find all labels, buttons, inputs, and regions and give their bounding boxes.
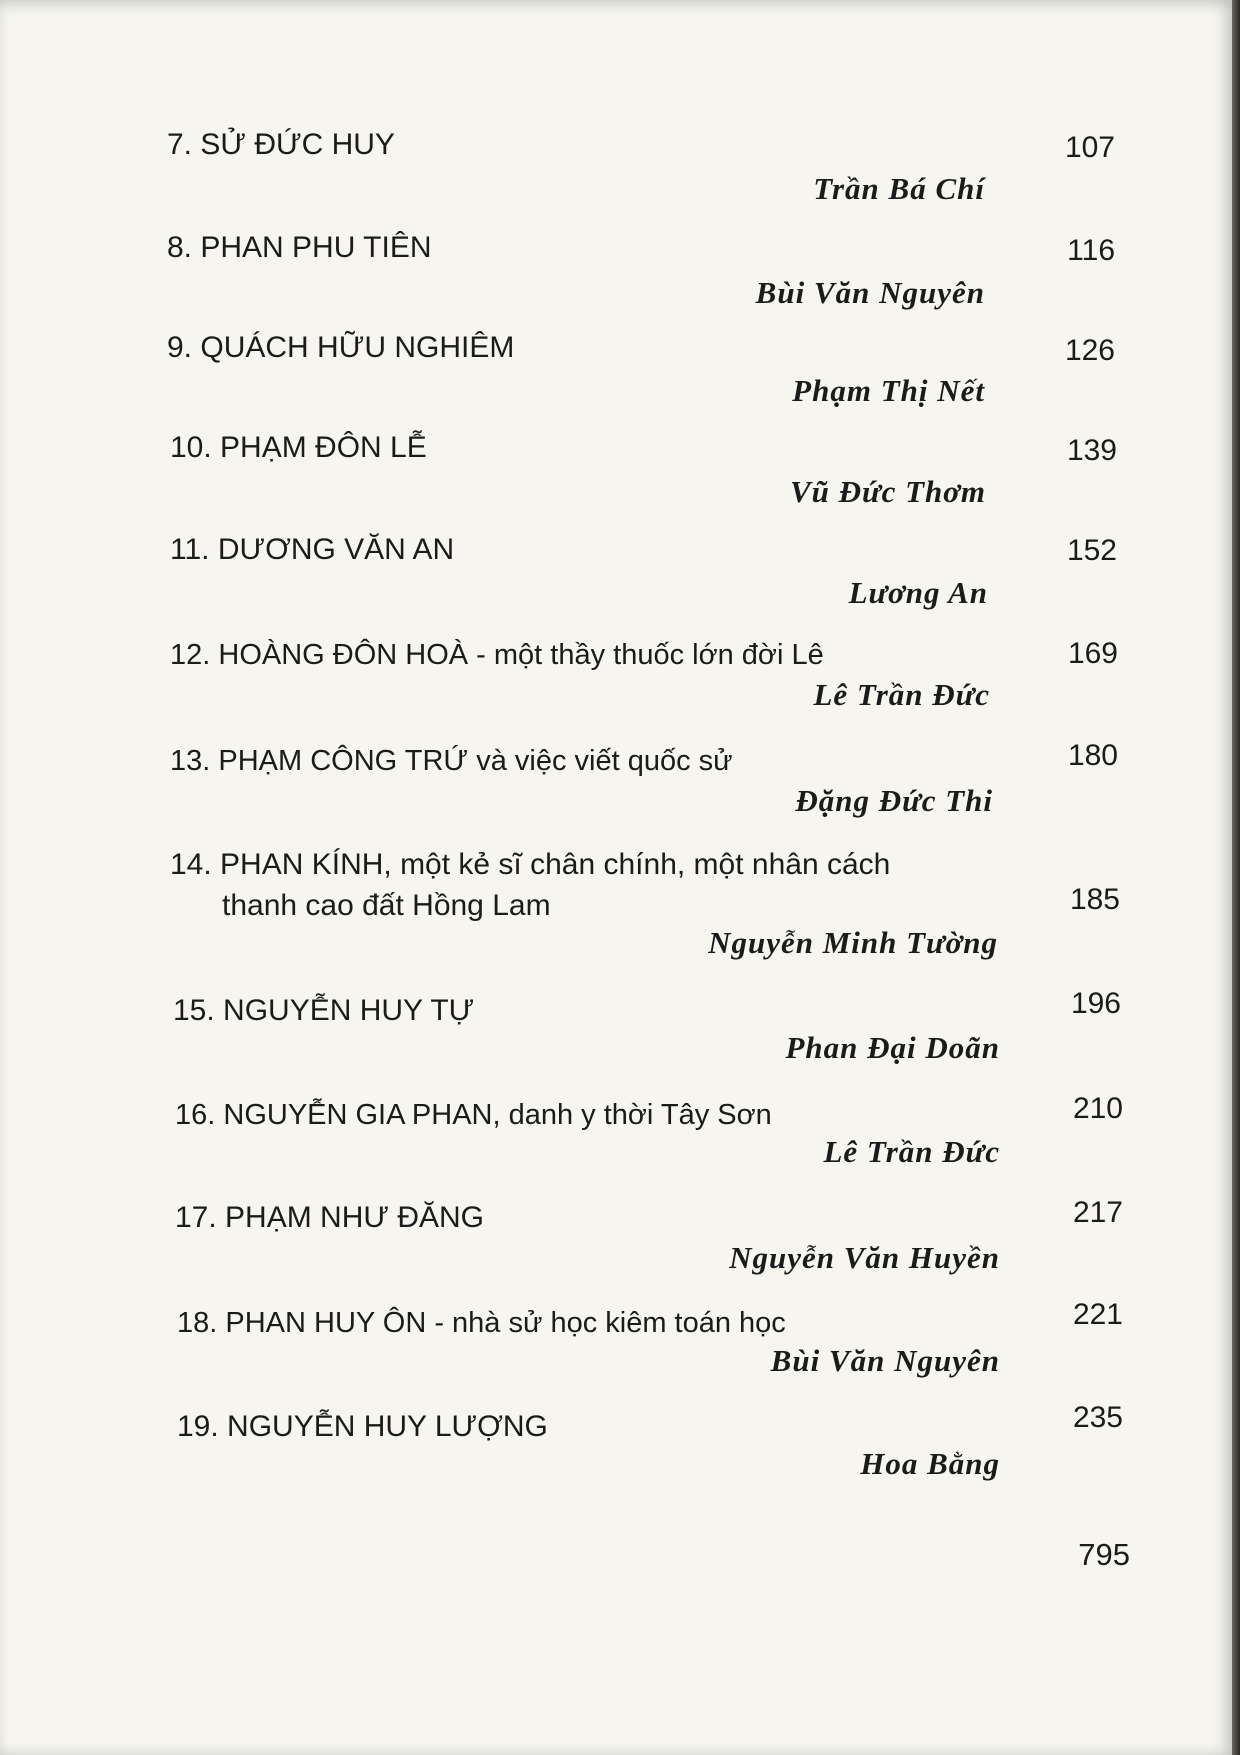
toc-entry-page: 196	[1070, 987, 1121, 1020]
toc-entry-page: 235	[1072, 1401, 1123, 1434]
toc-entry-author: Đặng Đức Thi	[795, 783, 993, 818]
toc-entry-author: Nguyễn Minh Tường	[708, 925, 998, 960]
toc-entry-page: 180	[1067, 739, 1118, 772]
toc-entry-title: 15. NGUYỄN HUY TỰ	[173, 994, 475, 1027]
toc-entry-title: 12. HOÀNG ĐÔN HOÀ - một thầy thuốc lớn đời Lê	[170, 639, 824, 671]
toc-entry-author: Lê Trần Đức	[823, 1134, 1000, 1169]
toc-entry-title: 10. PHẠM ĐÔN LỄ	[170, 431, 427, 464]
toc-entry-author: Bùi Văn Nguyên	[755, 275, 985, 310]
toc-entry-title: 18. PHAN HUY ÔN - nhà sử học kiêm toán học	[177, 1307, 786, 1339]
toc-entry-page: 169	[1067, 637, 1118, 670]
toc-entry-title: 13. PHẠM CÔNG TRỨ và việc viết quốc sử	[170, 745, 733, 777]
toc-entry-author: Trần Bá Chí	[813, 171, 985, 206]
page-number: 795	[1078, 1537, 1130, 1572]
toc-entry-page: 221	[1072, 1298, 1123, 1331]
toc-entry-author: Hoa Bằng	[860, 1446, 1000, 1481]
toc-entry-title-continued: thanh cao đất Hồng Lam	[222, 889, 551, 922]
toc-entry-page: 116	[1067, 234, 1115, 267]
toc-entry-page: 152	[1066, 534, 1117, 567]
toc-entry-title: 19. NGUYỄN HUY LƯỢNG	[177, 1410, 548, 1443]
toc-entry-author: Nguyễn Văn Huyền	[729, 1240, 1000, 1275]
toc-entry-author: Lê Trần Đức	[813, 677, 990, 712]
toc-entry-author: Bùi Văn Nguyên	[770, 1343, 1000, 1378]
toc-entry-author: Vũ Đức Thơm	[789, 474, 986, 509]
toc-entry-title: 14. PHAN KÍNH, một kẻ sĩ chân chính, một nhân cách	[170, 848, 891, 881]
toc-entry-author: Phan Đại Doãn	[785, 1030, 1000, 1065]
toc-entry-author: Phạm Thị Nết	[792, 373, 985, 408]
toc-entry-page: 107	[1064, 131, 1115, 164]
toc-entry-title: 17. PHẠM NHƯ ĐĂNG	[175, 1201, 485, 1234]
toc-entry-page: 139	[1066, 434, 1117, 467]
toc-entry-title: 16. NGUYỄN GIA PHAN, danh y thời Tây Sơn	[175, 1099, 772, 1131]
toc-entry-page: 217	[1072, 1196, 1123, 1229]
toc-entry-title: 9. QUÁCH HỮU NGHIÊM	[167, 331, 515, 364]
toc-entry-title: 11. DƯƠNG VĂN AN	[170, 533, 455, 566]
toc-entry-title: 7. SỬ ĐỨC HUY	[167, 128, 395, 161]
toc-entry-author: Lương An	[848, 575, 988, 610]
toc-entry-title: 8. PHAN PHU TIÊN	[167, 231, 432, 264]
toc-entry-page: 126	[1064, 334, 1115, 367]
toc-entry-page: 185	[1069, 883, 1120, 916]
toc-entry-page: 210	[1072, 1092, 1123, 1125]
